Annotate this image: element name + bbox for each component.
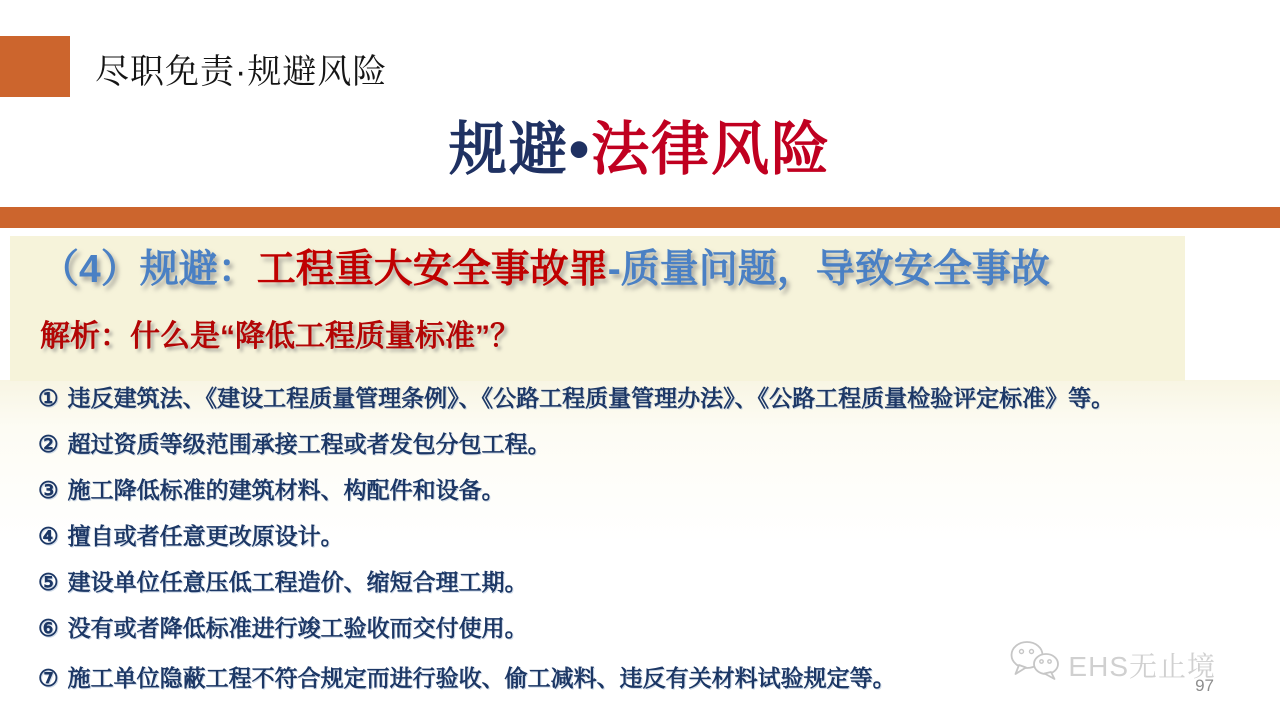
item-text: 超过资质等级范围承接工程或者发包分包工程。 [67, 431, 551, 457]
list-item [38, 476, 1268, 505]
item-number: ⑦ [38, 665, 59, 691]
heading-highlight: 工程重大安全事故罪 [256, 248, 608, 291]
heading-prefix: （4）规避： [40, 248, 257, 291]
accent-square [0, 36, 70, 97]
item-text: 施工单位隐蔽工程不符合规定而进行验收、偷工减料、违反有关材料试验规定等。 [67, 665, 896, 691]
section-heading [40, 242, 1185, 298]
item-number: ① [38, 385, 59, 411]
item-number: ⑥ [38, 615, 59, 641]
item-number: ④ [38, 523, 59, 549]
item-number: ③ [38, 477, 59, 503]
item-number: ⑤ [38, 569, 59, 595]
section-subheading: 解析：什么是“降低工程质量标准”？ [40, 320, 520, 353]
list-item [38, 430, 1268, 459]
item-text: 没有或者降低标准进行竣工验收而交付使用。 [67, 615, 528, 641]
page-title-emphasis: 法律风险 [591, 117, 832, 182]
list-item [38, 568, 1268, 597]
item-number: ② [38, 431, 59, 457]
list-item [38, 384, 1268, 413]
list-item [38, 522, 1268, 551]
slide-kicker: 尽职免责·规避风险 [95, 53, 388, 91]
page-number: 97 [1195, 676, 1214, 695]
wechat-bubbles-icon [1008, 638, 1062, 691]
item-text: 违反建筑法、《建设工程质量管理条例》、《公路工程质量管理办法》、《公路工程质量检验评定标准》等。 [67, 385, 1115, 411]
page-title-lead: 规避• [448, 117, 592, 182]
item-text: 建设单位任意压低工程造价、缩短合理工期。 [67, 569, 528, 595]
item-text: 施工降低标准的建筑材料、构配件和设备。 [67, 477, 505, 503]
heading-panel [10, 236, 1185, 381]
divider-bar [0, 207, 1280, 228]
watermark [1008, 638, 1216, 691]
item-text: 擅自或者任意更改原设计。 [67, 523, 344, 549]
heading-suffix: -质量问题，导致安全事故 [607, 248, 1050, 291]
watermark-label: EHS无止境 [1068, 650, 1216, 682]
page-title [0, 102, 1280, 186]
